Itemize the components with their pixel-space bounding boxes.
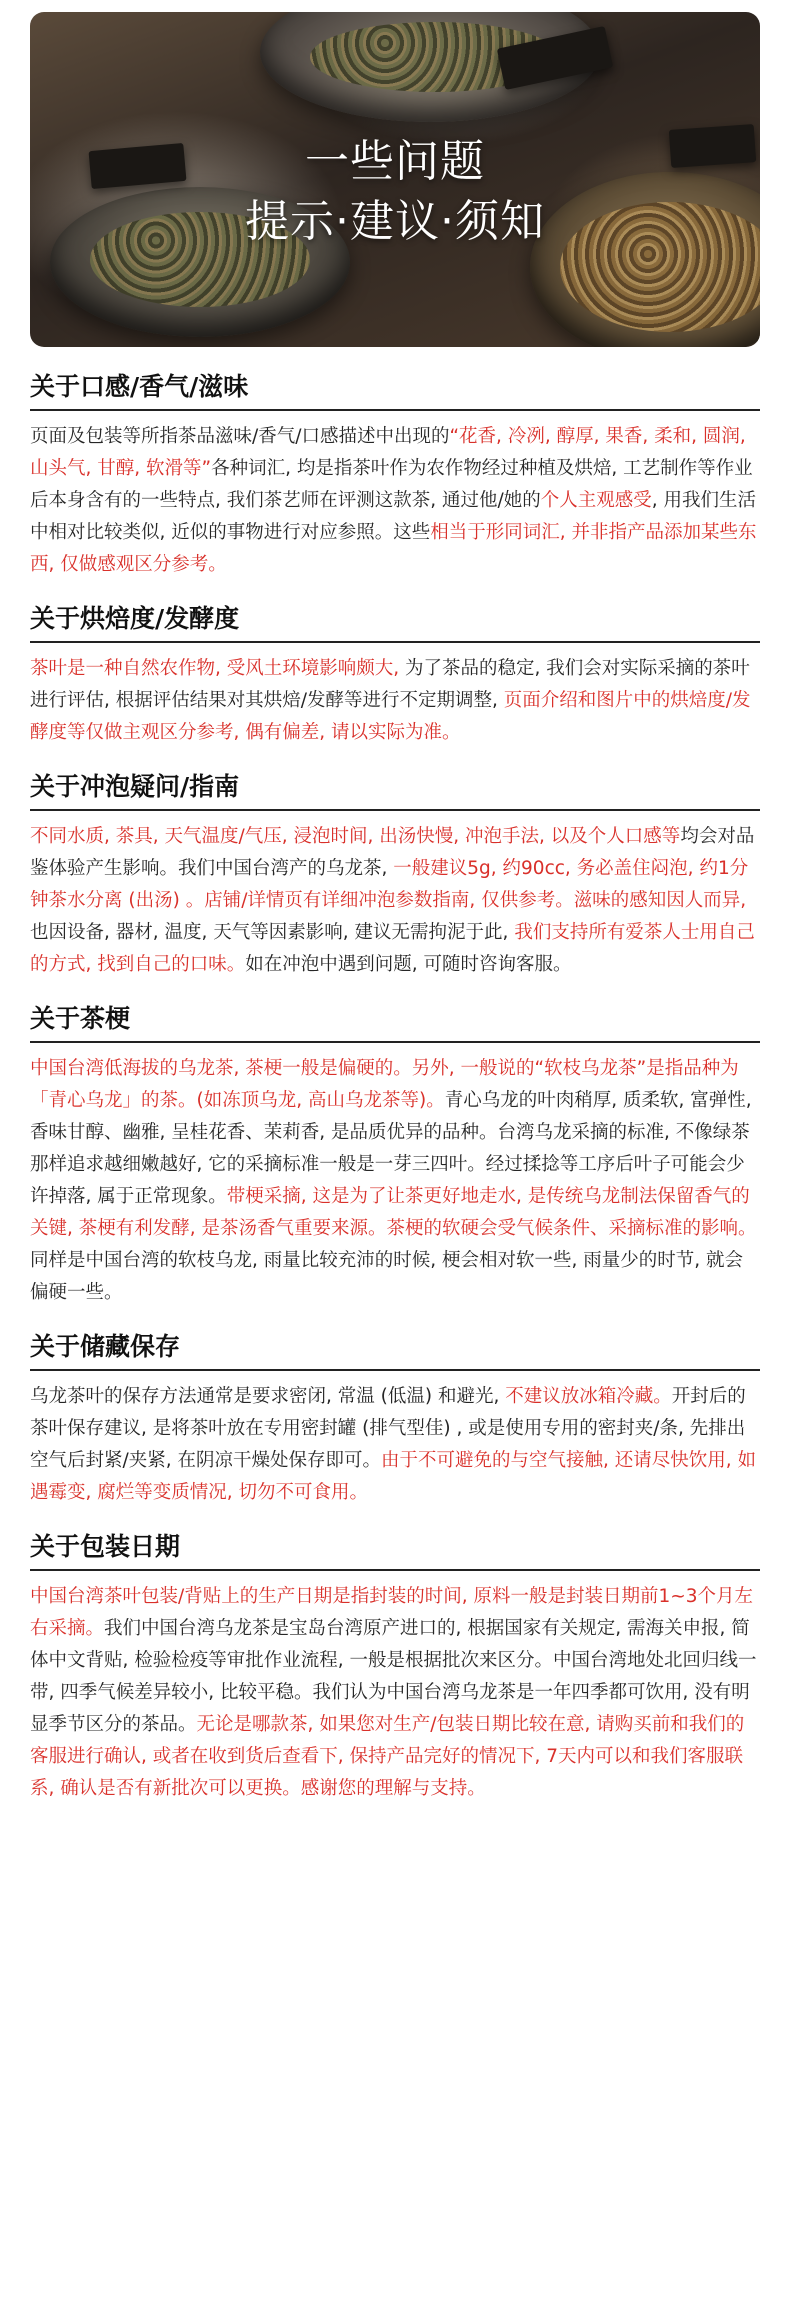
body-text: 乌龙茶叶的保存方法通常是要求密闭, 常温 (低温) 和避光, <box>30 1386 506 1407</box>
body-text: 为了茶品的稳定, 我们会对实际采摘的茶叶进行评估, 根据评估结果对其烘焙/发酵等进行不定期调整, <box>30 658 750 711</box>
notice-section <box>30 355 760 581</box>
body-text: 同样是中国台湾的软枝乌龙, 雨量比较充沛的时候, 梗会相对软一些, 雨量少的时节, 就会偏硬一些。 <box>30 1250 744 1303</box>
highlighted-text: 相当于形同词汇, 并非指产品添加某些东西, 仅做感观区分参考。 <box>30 522 757 575</box>
section-paragraph <box>30 1381 760 1509</box>
section-paragraph <box>30 1581 760 1805</box>
highlighted-text: 我们支持所有爱茶人士用自己的方式, 找到自己的口味。 <box>30 922 755 975</box>
section-paragraph <box>30 421 760 581</box>
section-heading: 关于烘焙度/发酵度 <box>30 587 760 643</box>
notice-section <box>30 1515 760 1805</box>
notice-section <box>30 755 760 981</box>
body-text: , 用我们生活中相对比较类似, 近似的事物进行对应参照。这些 <box>30 490 757 543</box>
highlighted-text: 不建议放冰箱冷藏。 <box>505 1386 672 1407</box>
section-paragraph <box>30 1053 760 1309</box>
highlighted-text: 个人主观感受 <box>540 490 652 511</box>
body-text: 均会对品鉴体验产生影响。我们中国台湾产的乌龙茶, <box>30 826 755 879</box>
hero-title <box>30 132 760 252</box>
body-text: 开封后的茶叶保存建议, 是将茶叶放在专用密封罐 (排气型佳) , 或是使用专用的密封夹/条, 先排出空气后封紧/夹紧, 在阴凉干燥处保存即可。 <box>30 1386 746 1471</box>
body-text: 青心乌龙的叶肉稍厚, 质柔软, 富弹性, 香味甘醇、幽雅, 呈桂花香、茉莉香, 是品质优异的品种。台湾乌龙采摘的标准, 不像绿茶那样追求越细嫩越好, 它的采摘标准一般是一芽三四叶。经过揉捻等工序后叶子可能会少许掉落, 属于正常现象。 <box>30 1090 752 1207</box>
highlighted-text: 由于不可避免的与空气接触, 还请尽快饮用, 如遇霉变, 腐烂等变质情况, 切勿不可食用。 <box>30 1450 757 1503</box>
body-text: 我们中国台湾乌龙茶是宝岛台湾原产进口的, 根据国家有关规定, 需海关申报, 简体中文背贴, 检验检疫等审批作业流程, 一般是根据批次来区分。中国台湾地处北回归线一带, 四季气候差异较小, 比较平稳。我们认为中国台湾乌龙茶是一年四季都可饮用, 没有明显季节区分的茶品。 <box>30 1618 757 1735</box>
hero-banner <box>30 12 760 347</box>
section-paragraph <box>30 821 760 981</box>
highlighted-text: 无论是哪款茶, 如果您对生产/包装日期比较在意, 请购买前和我们的客服进行确认, 或者在收到货后查看下, 保持产品完好的情况下, 7天内可以和我们客服联系, 确认是否有新批次可以更换。感谢您的理解与支持。 <box>30 1714 745 1799</box>
section-heading: 关于口感/香气/滋味 <box>30 355 760 411</box>
highlighted-text: 一般建议5g, 约90cc, 务必盖住闷泡, 约1分钟茶水分离 (出汤) 。店铺/详情页有详细冲泡参数指南, 仅供参考。滋味的感知因人而异, <box>30 858 749 911</box>
notice-section <box>30 987 760 1309</box>
section-paragraph <box>30 653 760 749</box>
body-text: 页面及包装等所指茶品滋味/香气/口感描述中出现的 <box>30 426 450 447</box>
notice-section <box>30 1315 760 1509</box>
body-text: 各种词汇, 均是指茶叶作为农作物经过种植及烘焙, 工艺制作等作业后本身含有的一些特点, 我们茶艺师在评测这款茶, 通过他/她的 <box>30 458 753 511</box>
highlighted-text: 中国台湾低海拔的乌龙茶, 茶梗一般是偏硬的。另外, 一般说的“软枝乌龙茶”是指品种为「青心乌龙」的茶。(如冻顶乌龙, 高山乌龙茶等)。 <box>30 1058 739 1111</box>
section-heading: 关于冲泡疑问/指南 <box>30 755 760 811</box>
body-text: 也因设备, 器材, 温度, 天气等因素影响, 建议无需拘泥于此, <box>30 922 515 943</box>
section-heading: 关于储藏保存 <box>30 1315 760 1371</box>
highlighted-text: 带梗采摘, 这是为了让茶更好地走水, 是传统乌龙制法保留香气的关键, 茶梗有利发酵, 是茶汤香气重要来源。茶梗的软硬会受气候条件、采摘标准的影响。 <box>30 1186 757 1239</box>
notice-sections <box>30 355 760 1811</box>
hero-title-line1: 一些问题 <box>305 136 485 187</box>
highlighted-text: 茶叶是一种自然农作物, 受风土环境影响颇大, <box>30 658 400 679</box>
highlighted-text: 中国台湾茶叶包装/背贴上的生产日期是指封装的时间, 原料一般是封装日期前1~3个月左右采摘。 <box>30 1586 754 1639</box>
notice-section <box>30 587 760 749</box>
section-heading: 关于包装日期 <box>30 1515 760 1571</box>
highlighted-text: “花香, 冷冽, 醇厚, 果香, 柔和, 圆润, 山头气, 甘醇, 软滑等” <box>30 426 746 479</box>
body-text: 如在冲泡中遇到问题, 可随时咨询客服。 <box>245 954 572 975</box>
highlighted-text: 页面介绍和图片中的烘焙度/发酵度等仅做主观区分参考, 偶有偏差, 请以实际为准。 <box>30 690 751 743</box>
hero-title-line2: 提示·建议·须知 <box>245 196 545 247</box>
highlighted-text: 不同水质, 茶具, 天气温度/气压, 浸泡时间, 出汤快慢, 冲泡手法, 以及个人口感等 <box>30 826 681 847</box>
section-heading: 关于茶梗 <box>30 987 760 1043</box>
